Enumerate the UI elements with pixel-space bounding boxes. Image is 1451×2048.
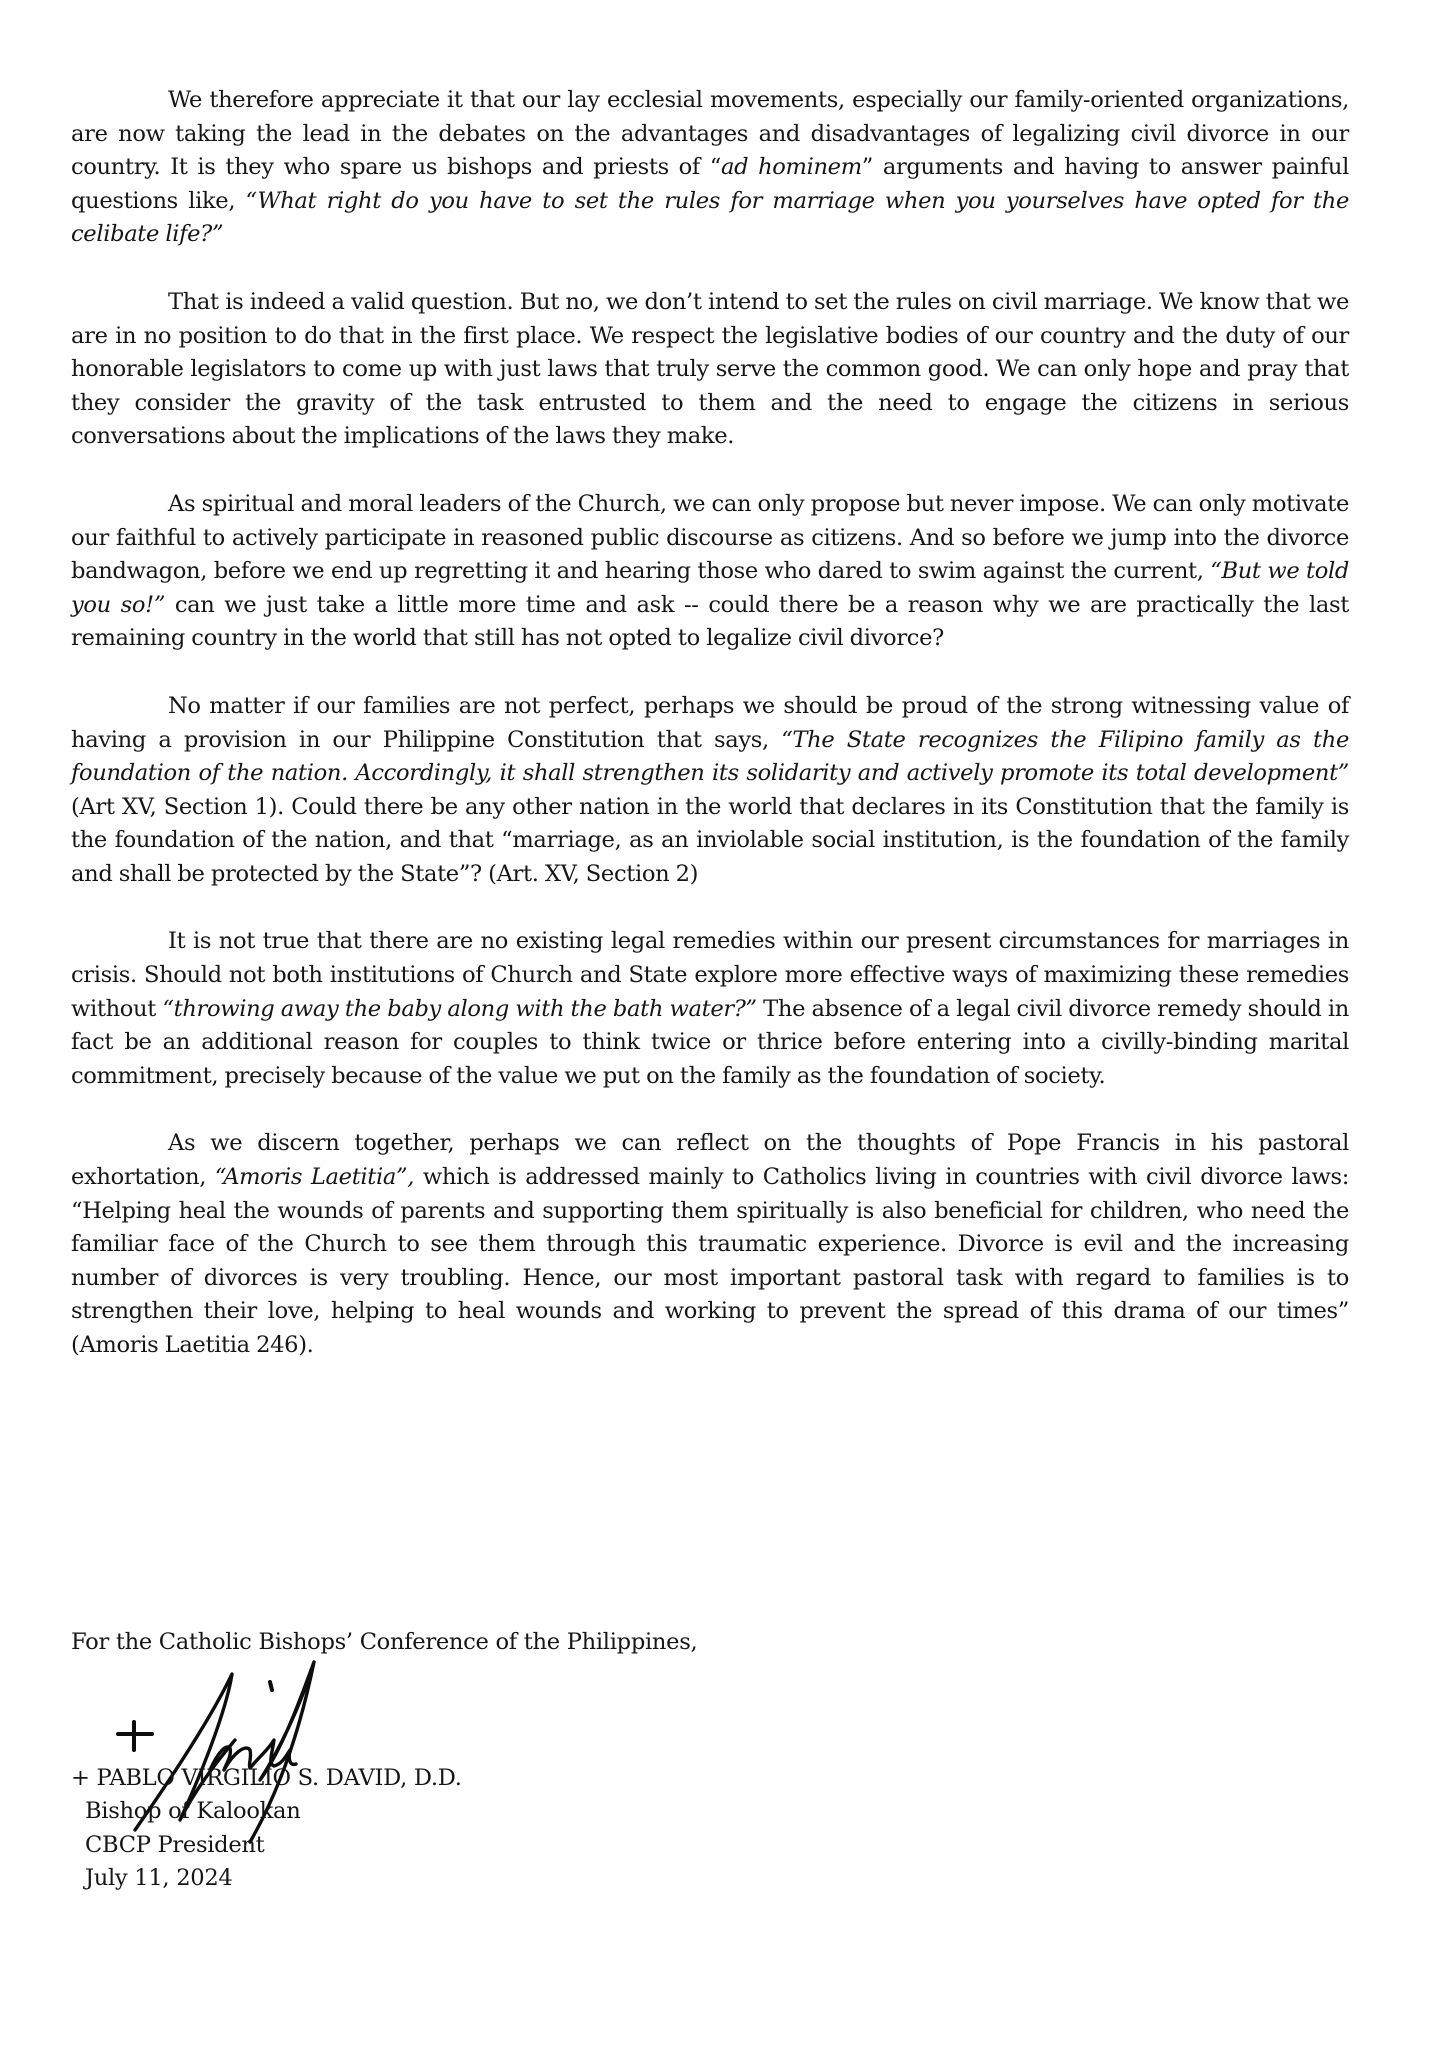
paragraph-text: No matter if our families are not perfect, perhaps we should be proud of the strong witnessing value of having a provision in our Philippine Constitution that says, [71, 692, 1349, 753]
paragraph-text: ” arguments and having to answer painful questions like, [71, 154, 1349, 214]
paragraph-text: As spiritual and moral leaders of the Church, we can only propose but never impose. We can only motivate our faithful to actively participate in reasoned public discourse as citizens. And so before we jump into the divorce bandwagon, before we end up regretting it and hearing those who dared to swim against the current, [71, 490, 1349, 585]
paragraph-text: can we just take a little more time and ask -- could there be a reason why we are practically the last remaining country in the world that still has not opted to legalize civil divorce? [71, 591, 1349, 652]
paragraph-lay-movements [71, 84, 1349, 252]
paragraph-text: which is addressed mainly to Catholics living in countries with civil divorce laws: “Helping heal the wounds of parents and supporting them spiritually is also beneficial for children, who need the familiar face of the Church to see them through this traumatic experience. Divorce is evil and the increasing number of divorces is very troubling. Hence, our most important pastoral task with regard to families is to strengthen their love, helping to heal wounds and working to prevent the spread of this drama of our times” (Amoris Laetitia 246). [71, 1164, 1349, 1358]
italic-quote-text: “But we told you so!” [71, 558, 1350, 618]
paragraph-text: We therefore appreciate it that our lay ecclesial movements, especially our family-oriented organizations, are now taking the lead in the debates on the advantages and disadvantages of legalizing civil divorce in our country. It is they who spare us bishops and priests of “ [71, 87, 1349, 181]
signatory-title: Bishop of Kalookan [85, 1798, 301, 1825]
paragraph-text: (Art XV, Section 1). Could there be any other nation in the world that declares in its Constitution that the family is the foundation of the nation, and that “marriage, as an inviolable social institution, is the foundation of the family and shall be protected by the State”? (Art. XV, Section 2) [71, 793, 1349, 887]
paragraph-text: As we discern together, perhaps we can reflect on the thoughts of Pope Francis in his pastoral exhortation, [71, 1130, 1349, 1191]
italic-quote-text: “throwing away the baby along with the bath water?” [162, 995, 757, 1022]
closing-line: For the Catholic Bishops’ Conference of the Philippines, [71, 1629, 698, 1655]
paragraph-text: That is indeed a valid question. But no, we don’t intend to set the rules on civil marriage. We know that we are in no position to do that in the first place. We respect the legislative bodies of our country and the duty of our honorable legislators to come up with just laws that truly serve the common good. We can only hope and pray that they consider the gravity of the task entrusted to them and the need to engage the citizens in serious conversations about the implications of the laws they make. [71, 288, 1349, 450]
paragraph-text: It is not true that there are no existing legal remedies within our present circumstances for marriages in crisis. Should not both institutions of Church and State explore more effective ways of maximizing these remedies without [71, 928, 1349, 1022]
italic-quote-text: “Amoris Laetitia”, [214, 1164, 415, 1191]
paragraph-amoris-laetitia [71, 1127, 1349, 1362]
signature-cross-stroke [118, 1722, 152, 1750]
paragraph-legal-remedies [71, 925, 1349, 1093]
letter-date: July 11, 2024 [85, 1865, 233, 1892]
signatory-position: CBCP President [85, 1831, 265, 1858]
paragraph-propose-not-impose [71, 488, 1349, 656]
signature-block [71, 1762, 462, 1896]
italic-quote-text: “What right do you have to set the rules for marriage when you yourselves have opted for the celibate life?” [71, 187, 1349, 248]
paragraph-constitution [71, 690, 1349, 892]
signatory-name: + PABLO VIRGILIO S. DAVID, D.D. [71, 1765, 462, 1791]
paragraph-text: The absence of a legal civil divorce remedy should in fact be an additional reason for couples to think twice or thrice before entering into a civilly-binding marital commitment, precisely because of the value we put on the family as the foundation of society. [71, 995, 1350, 1089]
signature-dot-stroke [270, 1682, 272, 1690]
italic-quote-text: ad hominem [720, 154, 862, 181]
italic-quote-text: “The State recognizes the Filipino family as the foundation of the nation. Accordingly, it shall strengthen its solidarity and actively promote its total development” [71, 726, 1349, 787]
paragraph-valid-question [71, 286, 1349, 454]
letter-body [71, 84, 1349, 1397]
